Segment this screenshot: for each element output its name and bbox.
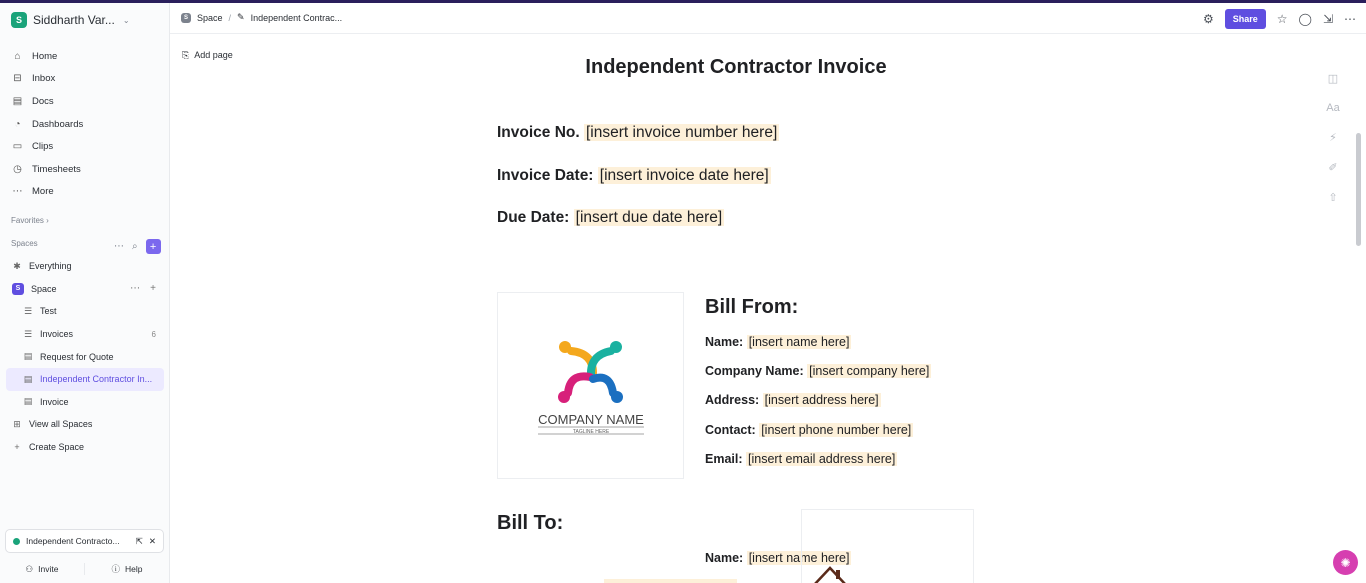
due-date-value: [insert due date here] (575, 209, 723, 226)
breadcrumb-space[interactable]: Space (197, 12, 223, 23)
from-name-label: Name: (705, 335, 744, 349)
doc-icon: ▤ (23, 351, 33, 362)
sidebar-footer (0, 563, 169, 575)
from-contact-value: [insert phone number here] (761, 423, 912, 437)
top-bar (170, 3, 1366, 34)
space-avatar: S (181, 13, 191, 23)
from-name-value: [insert name here] (748, 335, 850, 349)
tree-item-view-all-spaces[interactable] (6, 413, 164, 436)
nav-more[interactable] (11, 181, 163, 204)
plus-icon: + (14, 442, 20, 453)
list-icon: ☰ (23, 328, 33, 339)
collapse-icon[interactable]: ⇲ (1322, 12, 1333, 26)
from-company-label: Company Name: (705, 364, 804, 378)
tree-item-test[interactable] (6, 300, 164, 323)
from-contact-label: Contact: (705, 423, 756, 437)
from-email-label: Email: (705, 452, 743, 466)
settings-icon[interactable]: ⚙ (1202, 12, 1214, 26)
invoice-number-value: [insert invoice number here] (586, 124, 778, 141)
house-image[interactable] (801, 509, 974, 583)
logo-tagline: TAGLINE HERE (572, 429, 610, 435)
to-name-value: [insert name here] (748, 551, 850, 565)
workspace-avatar: S (11, 12, 27, 28)
sidebar (0, 3, 170, 583)
top-bar-actions (1203, 9, 1356, 29)
tree-label: Invoice (40, 396, 69, 407)
invite-button[interactable] (0, 563, 85, 575)
search-icon[interactable]: ⌕ (132, 241, 138, 252)
nav-inbox[interactable] (11, 68, 163, 91)
nav-home[interactable] (11, 45, 163, 68)
text-format-icon[interactable]: Aa (1326, 102, 1340, 114)
nav-label: Timesheets (32, 163, 81, 175)
assistant-button[interactable] (1333, 550, 1358, 575)
doc-emoji-icon: ✎ (237, 12, 245, 22)
invoice-date-line[interactable] (497, 167, 771, 185)
nav-dashboards[interactable] (11, 113, 163, 136)
tree-item-invoices[interactable] (6, 323, 164, 346)
bill-to-heading[interactable]: Bill To: (497, 512, 564, 534)
doc-icon: ▤ (23, 373, 33, 384)
everything-icon: ✱ (13, 260, 21, 271)
nav-label: Inbox (32, 73, 56, 85)
item-count: 6 (151, 329, 156, 339)
from-address-label: Address: (705, 393, 760, 407)
nav-timesheets[interactable] (11, 158, 163, 181)
more-options-icon[interactable]: ⋯ (1344, 12, 1356, 26)
from-address-value: [insert address here] (764, 393, 879, 407)
due-date-label: Due Date: (497, 209, 570, 226)
tree-label: View all Spaces (29, 419, 93, 430)
tree-label: Space (31, 283, 57, 294)
tree-item-create-space[interactable] (6, 436, 164, 459)
list-icon: ☰ (23, 305, 33, 316)
from-name-line[interactable] (705, 335, 851, 349)
spaces-header: Spaces (11, 239, 38, 248)
from-email-value: [insert email address here] (748, 452, 896, 466)
house-icon (802, 510, 974, 583)
plus-icon[interactable]: + (150, 283, 156, 295)
invoice-number-label: Invoice No. (497, 124, 580, 141)
nav-clips[interactable] (11, 135, 163, 158)
open-doc-label: Independent Contracto... (26, 536, 120, 546)
tree-item-independent-contractor[interactable] (6, 368, 164, 391)
magic-wand-icon[interactable]: ✐ (1328, 162, 1338, 174)
company-logo (498, 293, 685, 480)
add-page-label: Add page (194, 50, 233, 60)
from-company-value: [insert company here] (809, 364, 930, 378)
bill-from-heading[interactable]: Bill From: (705, 296, 799, 318)
due-date-line[interactable] (497, 209, 724, 227)
breadcrumb-separator: / (228, 12, 232, 23)
workspace-switcher[interactable] (11, 12, 130, 28)
ai-icon[interactable]: ⚡ (1329, 132, 1337, 144)
space-avatar: S (12, 283, 24, 295)
home-icon: ⌂ (14, 50, 21, 62)
tree-label: Create Space (29, 442, 85, 453)
workspace-name: Siddharth Var... (33, 13, 115, 27)
more-icon: ⋯ (12, 186, 23, 198)
tree-label: Invoices (40, 329, 74, 340)
tree-item-invoice[interactable] (6, 391, 164, 414)
tree-item-request-for-quote[interactable] (6, 345, 164, 368)
panel-icon[interactable]: ◫ (1327, 73, 1339, 85)
spaces-tools (114, 239, 161, 254)
star-icon[interactable]: ☆ (1276, 12, 1288, 26)
invoice-date-value: [insert invoice date here] (599, 167, 769, 184)
tree-item-space[interactable] (6, 278, 164, 301)
help-button[interactable] (85, 563, 169, 575)
breadcrumb (181, 12, 342, 23)
from-address-line[interactable] (705, 393, 881, 407)
invite-label: Invite (38, 564, 59, 574)
invoice-date-label: Invoice Date: (497, 167, 594, 184)
main-nav (11, 45, 163, 203)
page-icon: ⎘ (182, 50, 190, 60)
grid-icon: ⊞ (13, 418, 21, 429)
from-email-line[interactable] (705, 452, 897, 466)
breadcrumb-doc[interactable]: Independent Contrac... (250, 12, 343, 23)
close-icon[interactable]: ✕ (148, 535, 156, 546)
tree-label: Everything (29, 261, 72, 272)
tree-label: Independent Contractor In... (40, 374, 153, 385)
tree-item-everything[interactable] (6, 255, 164, 278)
chevron-right-icon: › (46, 216, 49, 225)
help-icon: ⓘ (111, 564, 121, 574)
status-dot (13, 538, 20, 545)
share-button[interactable]: Share (1225, 9, 1266, 29)
favorites-label: Favorites (11, 216, 44, 225)
inbox-icon: ⊟ (13, 73, 22, 85)
doc-icon: ▤ (23, 396, 33, 407)
help-label: Help (125, 564, 143, 574)
add-page-button[interactable] (182, 50, 233, 61)
chevron-down-icon: ⌄ (122, 15, 130, 25)
nav-label: Clips (32, 141, 54, 153)
nav-label: Docs (32, 95, 54, 107)
sparkle-icon: ✺ (1340, 555, 1351, 570)
user-icon: ⚇ (25, 563, 34, 574)
more-options-icon[interactable]: ⋯ (114, 241, 124, 252)
to-name-label: Name: (705, 551, 744, 565)
highlight-fragment (604, 579, 737, 583)
add-space-button[interactable]: + (146, 239, 161, 254)
nav-docs[interactable] (11, 90, 163, 113)
nav-label: Home (32, 50, 58, 62)
right-rail (1324, 72, 1342, 204)
space-tools (130, 283, 156, 294)
timesheets-icon: ◷ (13, 163, 22, 175)
nav-label: Dashboards (32, 118, 84, 130)
logo-company-name: COMPANY NAME (538, 412, 644, 427)
from-company-line[interactable] (705, 364, 931, 378)
scrollbar[interactable] (1356, 133, 1361, 246)
doc-title[interactable]: Independent Contractor Invoice (585, 56, 887, 78)
more-options-icon[interactable]: ⋯ (130, 283, 141, 295)
tree-label: Test (40, 306, 57, 317)
from-contact-line[interactable] (705, 423, 913, 437)
spaces-tree (6, 255, 164, 458)
comment-icon[interactable]: ◯ (1298, 12, 1312, 26)
invoice-number-line[interactable] (497, 124, 779, 142)
open-doc-pill[interactable] (5, 529, 164, 553)
docs-icon: ▤ (12, 95, 23, 107)
clips-icon: ▭ (12, 141, 23, 153)
nav-label: More (32, 186, 54, 198)
company-logo-image[interactable] (497, 292, 684, 479)
favorites-header[interactable] (11, 216, 49, 225)
expand-icon[interactable]: ⇱ (135, 535, 143, 546)
dashboards-icon: ◔ (14, 118, 21, 130)
tree-label: Request for Quote (40, 351, 114, 362)
export-icon[interactable]: ⇧ (1328, 192, 1338, 204)
